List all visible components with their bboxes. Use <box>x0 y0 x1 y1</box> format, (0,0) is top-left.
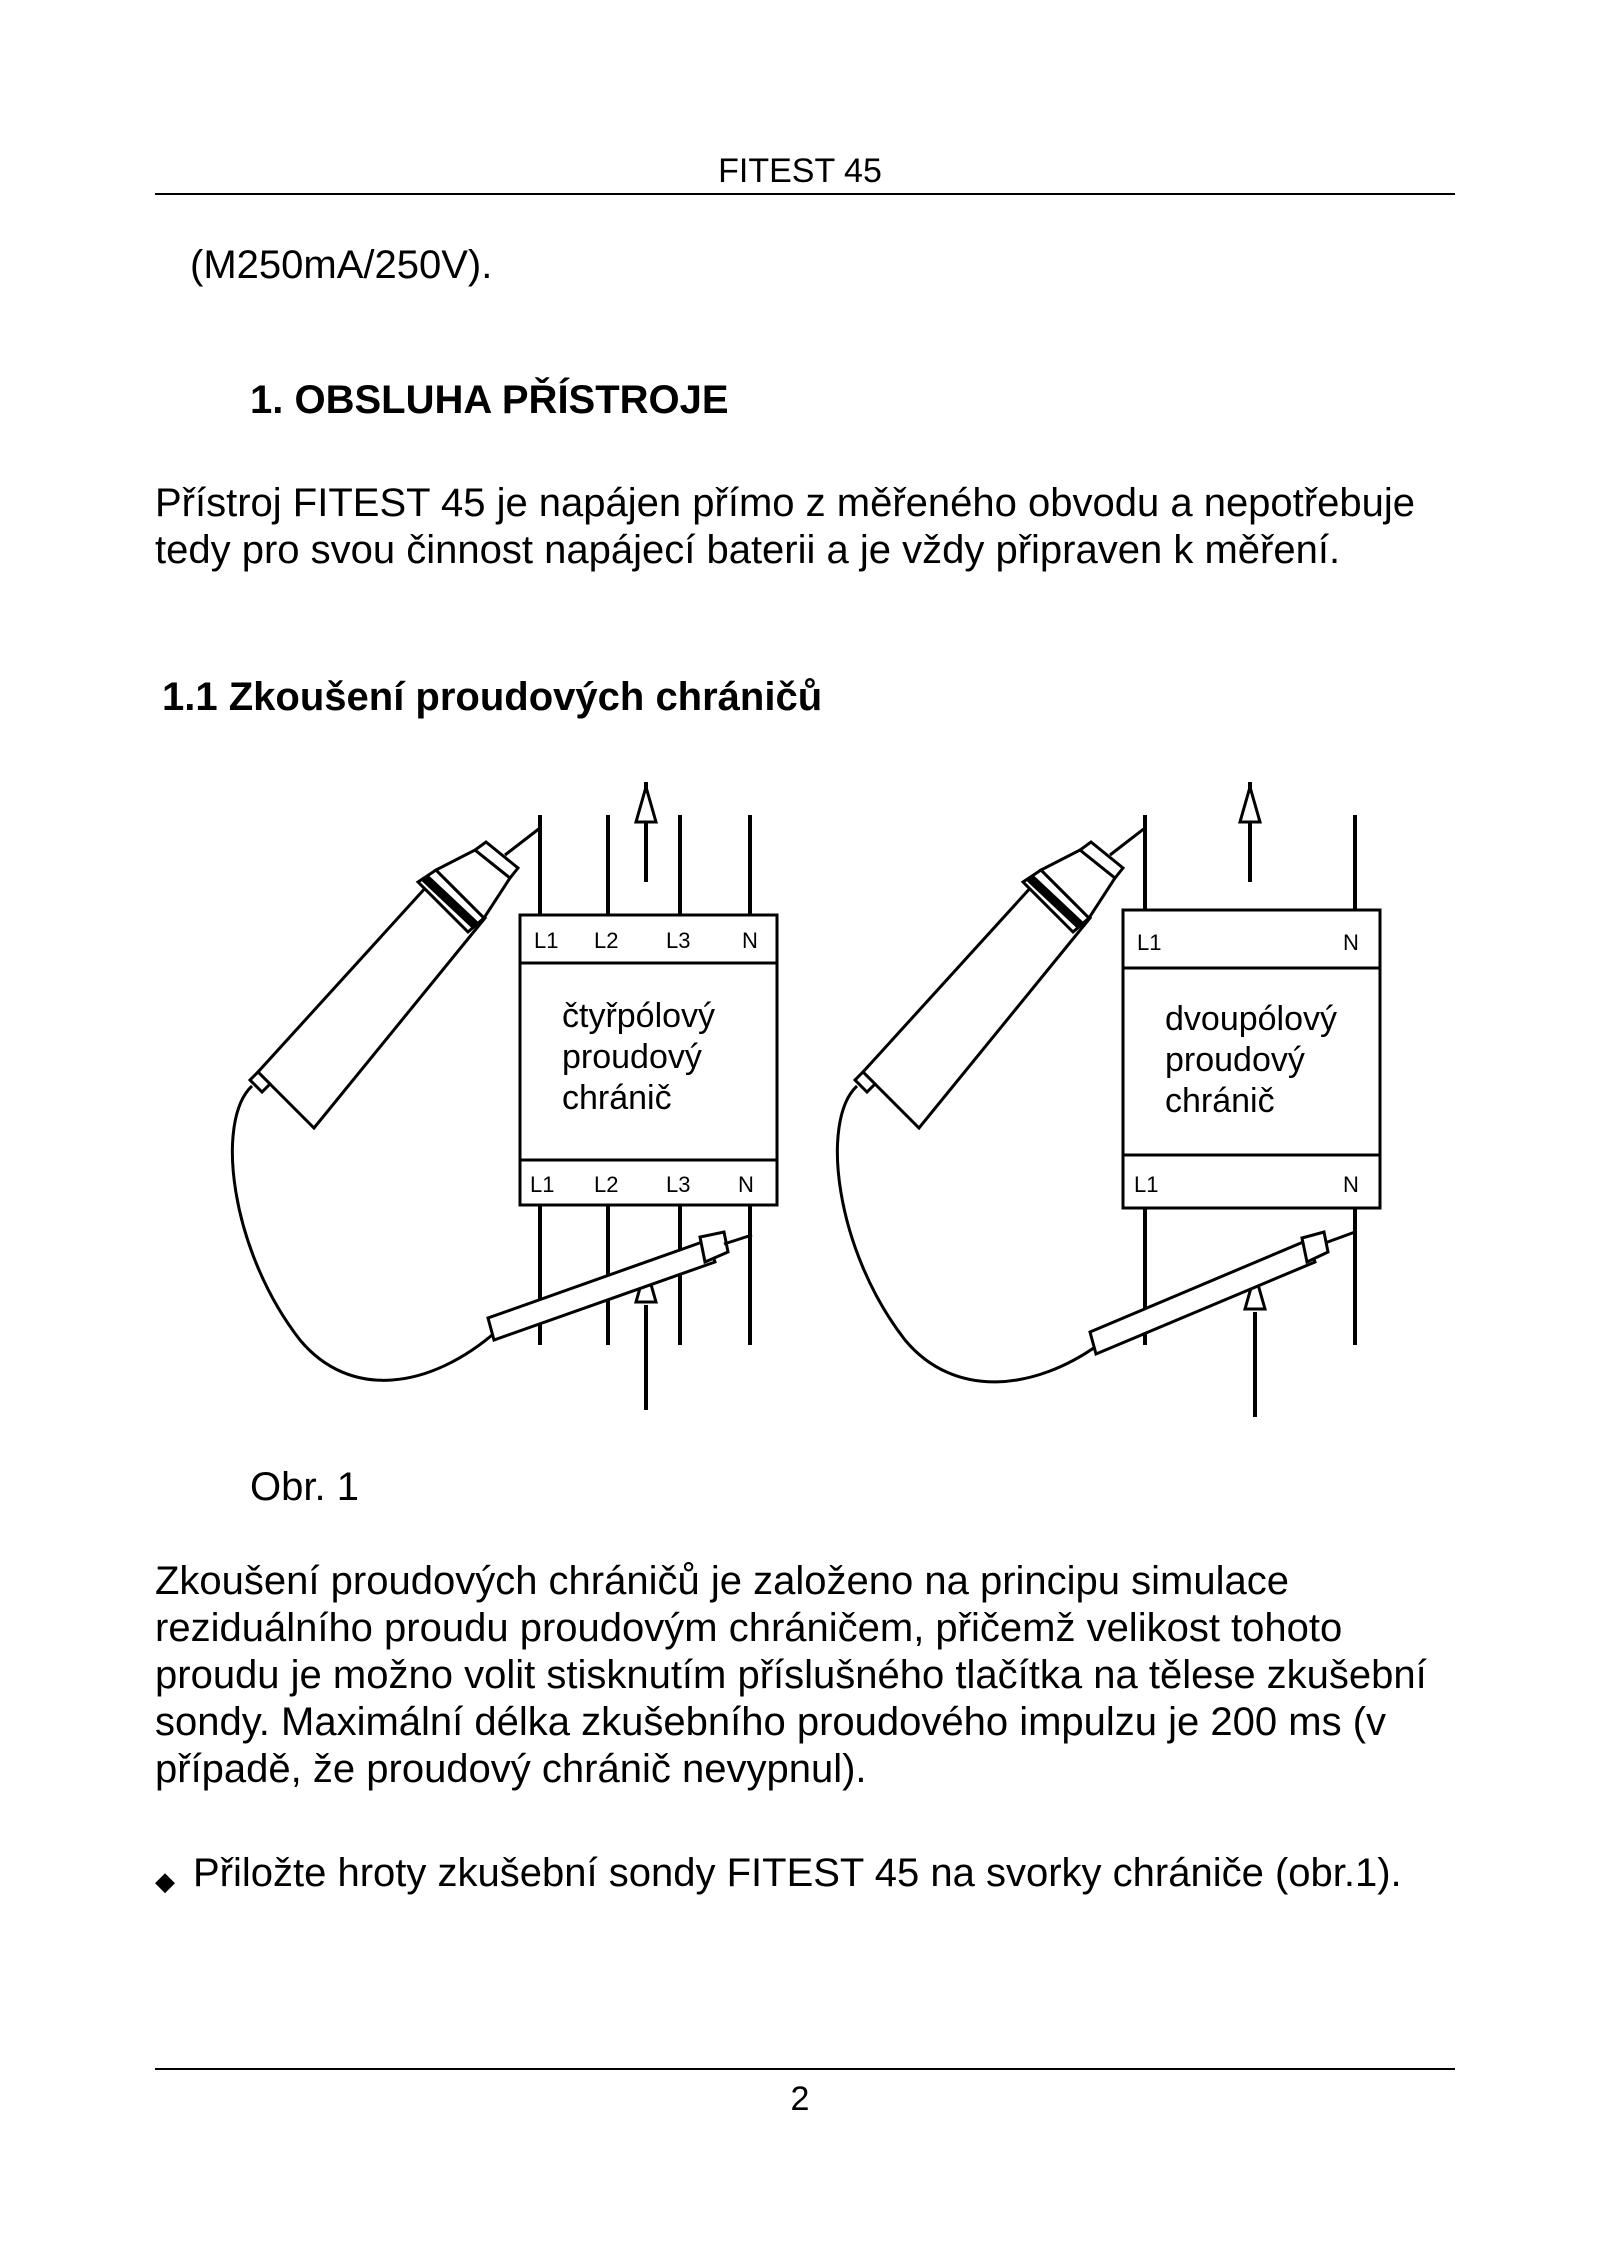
page-number: 2 <box>790 2080 810 2118</box>
terminal-label: L1 <box>530 1172 555 1197</box>
footer-rule <box>155 2068 1455 2070</box>
rcd-label-line: dvoupólový <box>1165 1000 1338 1038</box>
terminal-label: N <box>738 1172 754 1197</box>
running-header: FITEST 45 <box>718 152 882 190</box>
rcd-label-line: proudový <box>1165 1041 1305 1079</box>
body-paragraph: Zkoušení proudových chráničů je založeno na principu simulace reziduálního proudu proudovým chráničem, přičemž velikost tohoto proudu je možno volit stisknutím příslušného tlačítka na tělese zkušební sondy. Maximální délka zkušebního proudového impulzu je 200 ms (v případě, že proudový chránič nevypnul). <box>155 1559 1427 1791</box>
test-probe-body <box>855 828 1145 1128</box>
rcd-label-line: proudový <box>562 1038 702 1076</box>
four-pole-rcd-diagram <box>232 782 777 1410</box>
terminal-label: L1 <box>1134 1172 1159 1197</box>
subsection-heading: 1.1 Zkoušení proudových chráničů <box>162 675 823 719</box>
rcd-label-line: chránič <box>1165 1082 1275 1120</box>
two-pole-rcd-diagram <box>837 782 1380 1417</box>
test-probe-tip <box>1090 1232 1355 1354</box>
text-fragment: (M250mA/250V). <box>190 243 493 287</box>
section-heading: 1. OBSLUHA PŘÍSTROJE <box>250 378 729 422</box>
terminal-label: L2 <box>594 928 619 953</box>
terminal-label: L3 <box>666 1172 691 1197</box>
terminal-label: N <box>1343 930 1359 955</box>
terminal-label: N <box>742 928 758 953</box>
terminal-label: L2 <box>594 1172 619 1197</box>
bullet-text: Přiložte hroty zkušební sondy FITEST 45 na svorky chrániče (obr.1). <box>193 1851 1402 1895</box>
terminal-label: L3 <box>666 928 691 953</box>
rcd-label-line: čtyřpólový <box>562 997 716 1035</box>
terminal-label: N <box>1343 1172 1359 1197</box>
test-probe-tip <box>488 1232 752 1340</box>
figure-caption: Obr. 1 <box>250 1465 359 1509</box>
test-probe-body <box>250 828 540 1128</box>
terminal-label: L1 <box>1137 930 1162 955</box>
intro-paragraph: Přístroj FITEST 45 je napájen přímo z měřeného obvodu a nepotřebuje tedy pro svou činnost napájecí baterii a je vždy připraven k měření. <box>155 481 1415 572</box>
bullet-diamond-icon: ◆ <box>155 1866 175 1896</box>
terminal-label: L1 <box>534 928 559 953</box>
rcd-label-line: chránič <box>562 1079 672 1117</box>
